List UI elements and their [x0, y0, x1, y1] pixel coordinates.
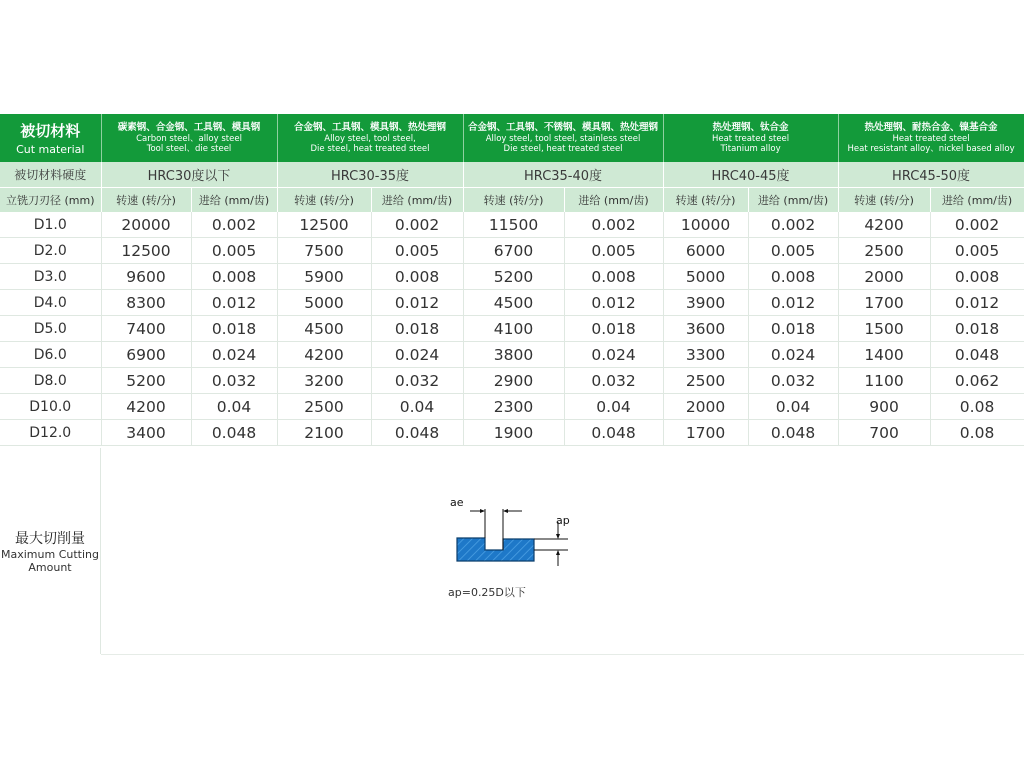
- max-cutting-label-en: [0, 548, 100, 574]
- table-row: [0, 238, 1024, 264]
- speed-cell: 700: [838, 420, 930, 446]
- column-subheader-row: [0, 188, 1024, 213]
- speed-cell: 3600: [663, 316, 748, 342]
- group-1-en2: Tool steel、die steel: [146, 144, 232, 154]
- speed-column-header: 转速 (转/分): [463, 188, 564, 213]
- feed-cell: 0.048: [371, 420, 463, 446]
- speed-cell: 1100: [838, 368, 930, 394]
- diameter-cell: D10.0: [0, 394, 101, 420]
- group-3-en2: Die steel, heat treated steel: [503, 144, 623, 154]
- speed-cell: 900: [838, 394, 930, 420]
- feed-cell: 0.048: [191, 420, 277, 446]
- speed-cell: 1700: [838, 290, 930, 316]
- feed-cell: 0.032: [371, 368, 463, 394]
- feed-cell: 0.018: [748, 316, 838, 342]
- feed-cell: 0.012: [748, 290, 838, 316]
- feed-cell: 0.012: [191, 290, 277, 316]
- material-label-zh: 被切材料: [20, 122, 81, 140]
- table-row: [0, 264, 1024, 290]
- feed-column-header: 进给 (mm/齿): [191, 188, 277, 213]
- table-row: [0, 342, 1024, 368]
- material-group-5: [838, 114, 1024, 162]
- feed-cell: 0.04: [371, 394, 463, 420]
- feed-cell: 0.024: [748, 342, 838, 368]
- speed-cell: 3900: [663, 290, 748, 316]
- feed-cell: 0.012: [564, 290, 663, 316]
- speed-cell: 2900: [463, 368, 564, 394]
- feed-cell: 0.048: [930, 342, 1024, 368]
- feed-cell: 0.002: [564, 212, 663, 238]
- group-4-en1: Heat treated steel: [711, 134, 790, 144]
- table-row: [0, 420, 1024, 446]
- speed-cell: 2500: [277, 394, 371, 420]
- speed-cell: 6700: [463, 238, 564, 264]
- feed-column-header: 进给 (mm/齿): [748, 188, 838, 213]
- feed-cell: 0.018: [371, 316, 463, 342]
- feed-cell: 0.005: [191, 238, 277, 264]
- speed-cell: 2000: [838, 264, 930, 290]
- max-depth-formula: ap=0.25D以下: [448, 586, 526, 599]
- diameter-cell: D1.0: [0, 212, 101, 238]
- feed-cell: 0.018: [564, 316, 663, 342]
- feed-cell: 0.008: [371, 264, 463, 290]
- feed-column-header: 进给 (mm/齿): [371, 188, 463, 213]
- feed-cell: 0.024: [191, 342, 277, 368]
- group-2-en1: Alloy steel, tool steel,: [324, 134, 416, 144]
- material-label-en: Cut material: [16, 143, 85, 156]
- speed-cell: 2100: [277, 420, 371, 446]
- material-header-row: [0, 114, 1024, 162]
- diameter-cell: D8.0: [0, 368, 101, 394]
- speed-cell: 2500: [663, 368, 748, 394]
- hardness-value-1: HRC30度以下: [101, 162, 277, 188]
- diameter-cell: D3.0: [0, 264, 101, 290]
- max-cutting-label-en-line1: Maximum Cutting: [1, 548, 99, 561]
- group-3-en1: Alloy steel, tool steel, stainless steel: [485, 134, 641, 144]
- feed-cell: 0.002: [930, 212, 1024, 238]
- group-2-en2: Die steel, heat treated steel: [310, 144, 430, 154]
- material-group-2: [277, 114, 463, 162]
- feed-cell: 0.008: [191, 264, 277, 290]
- speed-cell: 5200: [463, 264, 564, 290]
- feed-cell: 0.048: [748, 420, 838, 446]
- feed-cell: 0.048: [564, 420, 663, 446]
- speed-column-header: 转速 (转/分): [838, 188, 930, 213]
- speed-cell: 20000: [101, 212, 191, 238]
- speed-cell: 1900: [463, 420, 564, 446]
- feed-cell: 0.012: [371, 290, 463, 316]
- speed-cell: 6900: [101, 342, 191, 368]
- ap-label: ap: [556, 514, 570, 527]
- workpiece-shape: [457, 538, 534, 561]
- material-group-3: [463, 114, 663, 162]
- table-row: [0, 290, 1024, 316]
- speed-cell: 2300: [463, 394, 564, 420]
- material-group-4: [663, 114, 838, 162]
- group-4-en2: Titanium alloy: [720, 144, 781, 154]
- group-5-en1: Heat treated steel: [892, 134, 970, 144]
- speed-cell: 10000: [663, 212, 748, 238]
- speed-column-header: 转速 (转/分): [101, 188, 191, 213]
- feed-cell: 0.005: [564, 238, 663, 264]
- group-5-zh: 热处理钢、耐热合金、镍基合金: [864, 122, 998, 133]
- speed-cell: 4100: [463, 316, 564, 342]
- feed-cell: 0.032: [191, 368, 277, 394]
- speed-column-header: 转速 (转/分): [277, 188, 371, 213]
- diameter-cell: D4.0: [0, 290, 101, 316]
- speed-cell: 12500: [277, 212, 371, 238]
- feed-cell: 0.005: [748, 238, 838, 264]
- feed-cell: 0.002: [191, 212, 277, 238]
- speed-cell: 3300: [663, 342, 748, 368]
- speed-cell: 9600: [101, 264, 191, 290]
- hardness-value-5: HRC45-50度: [838, 162, 1024, 188]
- data-rows: [0, 212, 1024, 446]
- feed-cell: 0.04: [748, 394, 838, 420]
- hardness-row: [0, 162, 1024, 188]
- feed-cell: 0.062: [930, 368, 1024, 394]
- feed-cell: 0.08: [930, 394, 1024, 420]
- feed-cell: 0.04: [564, 394, 663, 420]
- feed-cell: 0.024: [371, 342, 463, 368]
- feed-cell: 0.08: [930, 420, 1024, 446]
- feed-cell: 0.008: [930, 264, 1024, 290]
- feed-column-header: 进给 (mm/齿): [564, 188, 663, 213]
- table-row: [0, 394, 1024, 420]
- speed-cell: 3800: [463, 342, 564, 368]
- speed-column-header: 转速 (转/分): [663, 188, 748, 213]
- feed-cell: 0.005: [930, 238, 1024, 264]
- diameter-cell: D12.0: [0, 420, 101, 446]
- material-group-1: [101, 114, 277, 162]
- feed-cell: 0.018: [191, 316, 277, 342]
- feed-column-header: 进给 (mm/齿): [930, 188, 1024, 213]
- hardness-value-3: HRC35-40度: [463, 162, 663, 188]
- group-2-zh: 合金钢、工具钢、模具钢、热处理钢: [294, 122, 447, 133]
- group-1-en1: Carbon steel、alloy steel: [136, 134, 242, 144]
- speed-cell: 4200: [277, 342, 371, 368]
- speed-cell: 7400: [101, 316, 191, 342]
- speed-cell: 7500: [277, 238, 371, 264]
- group-4-zh: 热处理钢、钛合金: [712, 122, 789, 133]
- cutting-depth-diagram: [440, 494, 580, 574]
- max-cutting-label-cell: [0, 448, 101, 654]
- ap-dimension: [534, 522, 568, 566]
- speed-cell: 11500: [463, 212, 564, 238]
- hardness-value-2: HRC30-35度: [277, 162, 463, 188]
- feed-cell: 0.008: [748, 264, 838, 290]
- diameter-cell: D5.0: [0, 316, 101, 342]
- speed-cell: 1700: [663, 420, 748, 446]
- feed-cell: 0.005: [371, 238, 463, 264]
- speed-cell: 12500: [101, 238, 191, 264]
- feed-cell: 0.032: [748, 368, 838, 394]
- group-1-zh: 碳素钢、合金钢、工具钢、模具钢: [117, 122, 261, 133]
- feed-cell: 0.008: [564, 264, 663, 290]
- material-header-cell: [0, 114, 101, 162]
- speed-cell: 8300: [101, 290, 191, 316]
- table-row: [0, 316, 1024, 342]
- speed-cell: 2000: [663, 394, 748, 420]
- hardness-value-4: HRC40-45度: [663, 162, 838, 188]
- speed-cell: 4200: [838, 212, 930, 238]
- hardness-label: 被切材料硬度: [0, 162, 101, 188]
- ae-label: ae: [450, 496, 464, 509]
- group-5-en2: Heat resistant alloy、nickel based alloy: [847, 144, 1015, 154]
- feed-cell: 0.002: [748, 212, 838, 238]
- feed-cell: 0.032: [564, 368, 663, 394]
- feed-cell: 0.012: [930, 290, 1024, 316]
- max-cutting-label-zh: 最大切削量: [15, 531, 85, 547]
- group-3-zh: 合金钢、工具钢、不锈钢、模具钢、热处理钢: [468, 122, 659, 133]
- feed-cell: 0.04: [191, 394, 277, 420]
- table-row: [0, 212, 1024, 238]
- diameter-cell: D2.0: [0, 238, 101, 264]
- feed-cell: 0.024: [564, 342, 663, 368]
- speed-cell: 4500: [277, 316, 371, 342]
- speed-cell: 1400: [838, 342, 930, 368]
- speed-cell: 5900: [277, 264, 371, 290]
- table-row: [0, 368, 1024, 394]
- speed-cell: 2500: [838, 238, 930, 264]
- speed-cell: 1500: [838, 316, 930, 342]
- cutting-parameter-table: [0, 114, 1024, 446]
- speed-cell: 3400: [101, 420, 191, 446]
- speed-cell: 5000: [663, 264, 748, 290]
- speed-cell: 5200: [101, 368, 191, 394]
- speed-cell: 6000: [663, 238, 748, 264]
- speed-cell: 4200: [101, 394, 191, 420]
- feed-cell: 0.018: [930, 316, 1024, 342]
- max-cutting-label-en-line2: Amount: [28, 561, 72, 574]
- speed-cell: 5000: [277, 290, 371, 316]
- diameter-column-header: 立铣刀刃径 (mm): [0, 188, 101, 213]
- feed-cell: 0.002: [371, 212, 463, 238]
- speed-cell: 3200: [277, 368, 371, 394]
- diameter-cell: D6.0: [0, 342, 101, 368]
- speed-cell: 4500: [463, 290, 564, 316]
